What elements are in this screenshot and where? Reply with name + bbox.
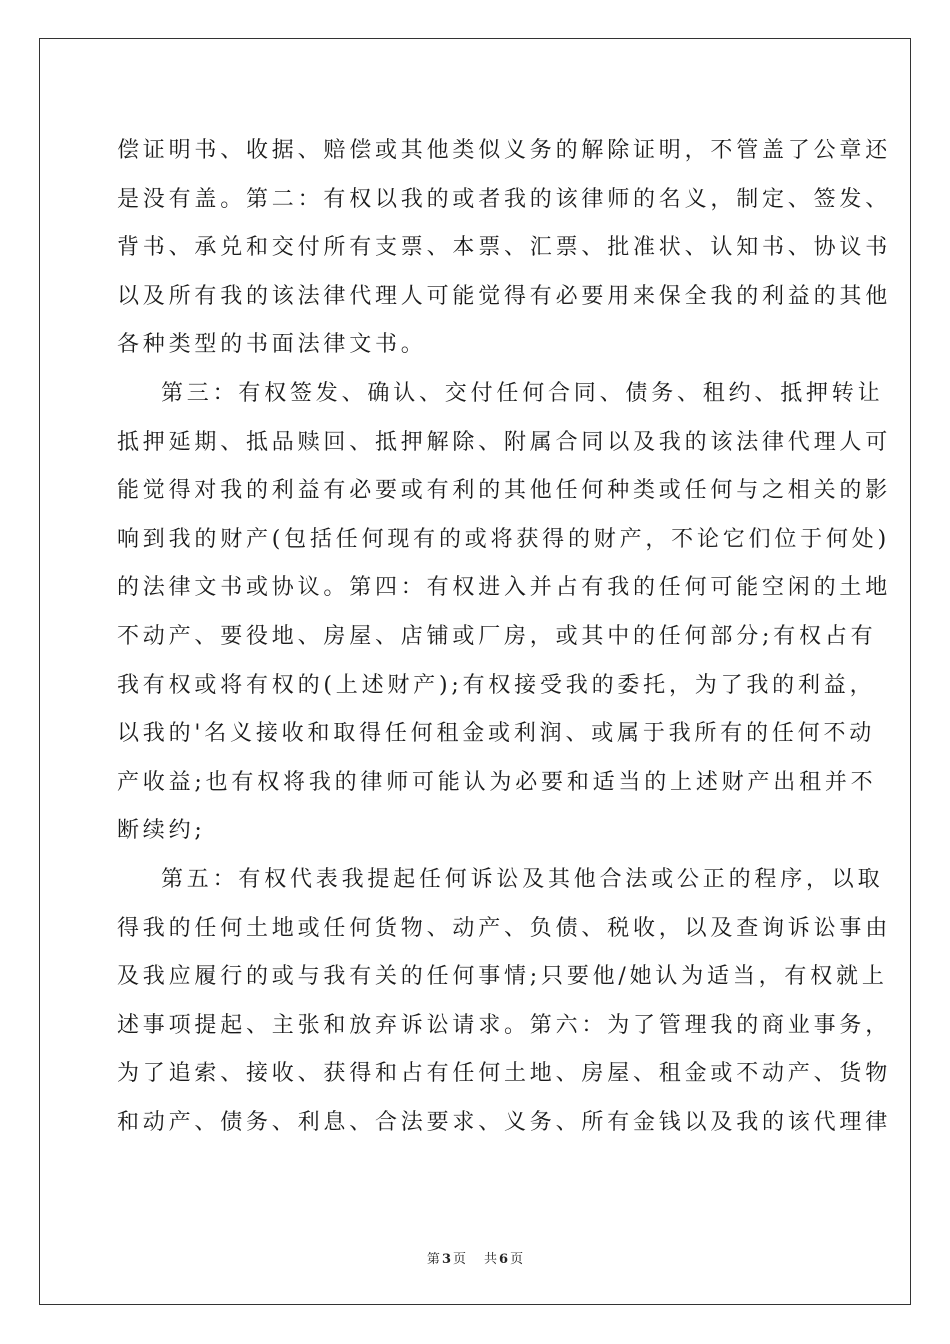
text-line: 响到我的财产(包括任何现有的或将获得的财产，不论它们位于何处) (117, 526, 890, 552)
text-line: 我有权或将有权的(上述财产);有权接受我的委托，为了我的利益， (117, 672, 876, 698)
text-line: 以我的'名义接收和取得任何租金或利润、或属于我所有的任何不动 (117, 721, 876, 747)
page-footer (0, 1248, 950, 1267)
text-line: 的法律文书或协议。第四：有权进入并占有我的任何可能空闲的土地 (117, 575, 892, 601)
text-line: 背书、承兑和交付所有支票、本票、汇票、批准状、认知书、协议书 (117, 235, 892, 261)
current-page-number: 3 (441, 1252, 451, 1267)
text-line: 以及所有我的该法律代理人可能觉得有必要用来保全我的利益的其他 (117, 283, 892, 309)
text-line: 能觉得对我的利益有必要或有利的其他任何种类或任何与之相关的影 (117, 478, 892, 504)
page-suffix: 页 (452, 1252, 466, 1267)
text-line: 偿证明书、收据、赔偿或其他类似义务的解除证明，不管盖了公章还 (117, 138, 892, 163)
text-line: 各种类型的书面法律文书。 (117, 332, 427, 358)
paragraph-start-line: 第五：有权代表我提起任何诉讼及其他合法或公正的程序，以取 (161, 866, 884, 892)
text-line: 述事项提起、主张和放弃诉讼请求。第六：为了管理我的商业事务， (117, 1012, 892, 1038)
total-suffix: 页 (510, 1252, 524, 1267)
page-prefix: 第 (426, 1252, 440, 1267)
text-line: 断续约; (117, 818, 206, 844)
text-line: 抵押延期、抵品赎回、抵押解除、附属合同以及我的该法律代理人可 (117, 429, 892, 455)
text-line: 及我应履行的或与我有关的任何事情;只要他/她认为适当，有权就上 (117, 964, 888, 990)
text-line: 是没有盖。第二：有权以我的或者我的该律师的名义，制定、签发、 (117, 186, 892, 212)
document-body (117, 127, 892, 1147)
total-prefix: 共 (484, 1252, 498, 1267)
total-pages-number: 6 (499, 1252, 509, 1267)
text-line: 为了追索、接收、获得和占有任何土地、房屋、租金或不动产、货物 (117, 1061, 892, 1087)
text-line: 和动产、债务、利息、合法要求、义务、所有金钱以及我的该代理律 (117, 1109, 892, 1135)
text-line: 不动产、要役地、房屋、店铺或厂房，或其中的任何部分;有权占有 (117, 623, 877, 649)
paragraph-start-line: 第三：有权签发、确认、交付任何合同、债务、租约、抵押转让 (161, 380, 884, 406)
text-line: 得我的任何土地或任何货物、动产、负债、税收，以及查询诉讼事由 (117, 915, 892, 941)
text-line: 产收益;也有权将我的律师可能认为必要和适当的上述财产出租并不 (117, 769, 877, 795)
